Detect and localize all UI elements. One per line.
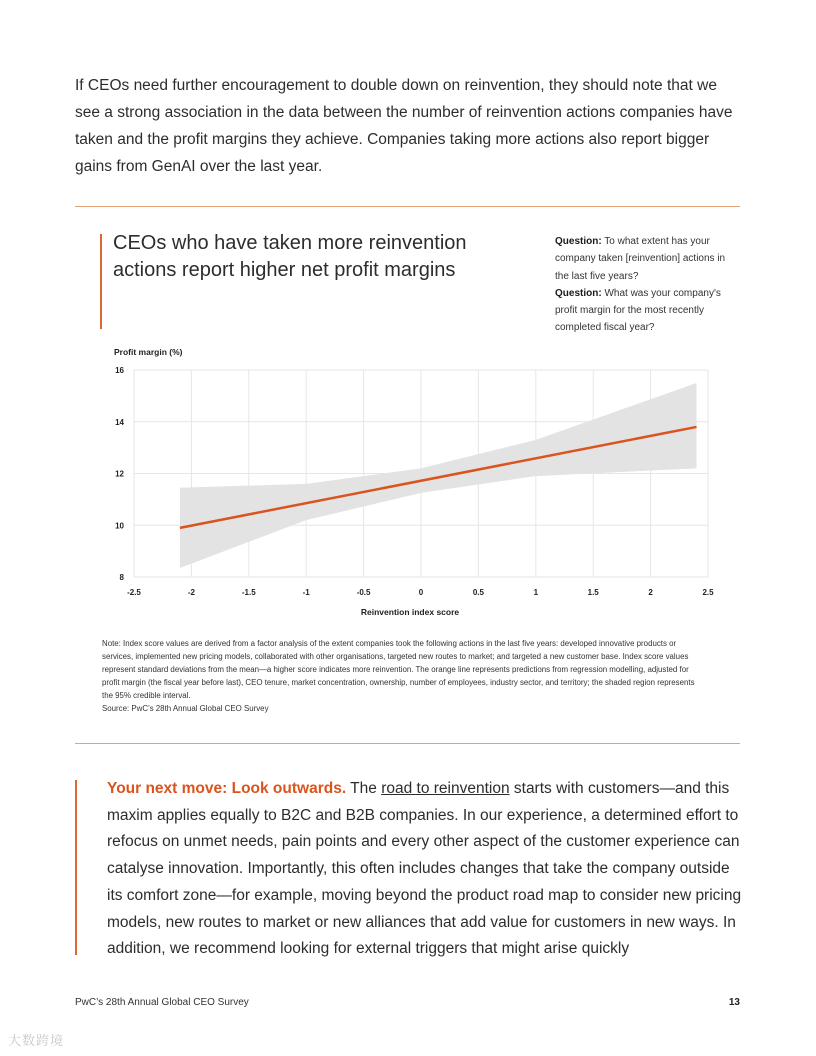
- y-tick-label: 8: [119, 573, 124, 582]
- x-tick-label: 1: [533, 588, 539, 597]
- intro-paragraph: If CEOs need further encouragement to double down on reinvention, they should note that we see a strong association in the data between the number of reinvention actions companies have taken and the profit margins they achieve. Companies taking more actions also report bigger gains from GenAI over the last year.: [75, 77, 733, 175]
- y-tick-label: 14: [115, 417, 124, 427]
- watermark: 大数跨境: [8, 1033, 65, 1048]
- callout-pre: The: [346, 780, 382, 797]
- regression-line: [180, 427, 697, 528]
- profit-margin-chart: [105, 360, 725, 605]
- survey-questions: [555, 233, 740, 337]
- y-tick-label: 12: [115, 469, 124, 479]
- x-tick-label: -2: [187, 588, 195, 597]
- bottom-divider: [75, 743, 740, 744]
- note-source: Source: PwC’s 28th Annual Global CEO Survey: [102, 704, 269, 714]
- callout-body: starts with customers—and this maxim applies equally to B2C and B2B companies. In our experience, a determined effort to refocus on unmet needs, pain points and every other aspect of the customer experience can catalyse innovation. Importantly, this often includes changes that take the company outside its comfort zone—for example, moving beyond the product road map to consider new pricing models, new routes to market or new alliances that add value for customers in new ways. In addition, we recommend looking for external triggers that might arise quickly: [107, 780, 742, 958]
- chart-note: [102, 637, 702, 716]
- line-layer: [180, 427, 697, 528]
- x-tick-label: -0.5: [356, 588, 371, 597]
- x-axis-label: Reinvention index score: [360, 607, 460, 617]
- credible-interval-band: [180, 383, 697, 568]
- x-tick-label: 2.5: [702, 588, 714, 597]
- chart-title: CEOs who have taken more reinvention actions report higher net profit margins: [113, 232, 467, 281]
- question-2: [555, 285, 740, 337]
- footer-source: PwC’s 28th Annual Global CEO Survey: [75, 997, 249, 1008]
- y-tick-label: 16: [115, 366, 124, 375]
- page-number: 13: [728, 997, 740, 1008]
- x-tick-label: -1: [302, 588, 310, 597]
- x-tick-label: -1.5: [241, 588, 256, 597]
- question-2-text: What was your company's profit margin for the most recently completed fiscal year?: [555, 287, 721, 334]
- top-divider: [75, 206, 740, 207]
- x-tick-label: -2.5: [127, 588, 141, 597]
- question-1-label: Question:: [555, 236, 602, 247]
- next-move-callout: [107, 776, 742, 963]
- note-text: Note: Index score values are derived from a factor analysis of the extent companies took the following actions in the last five years: developed innovative products or services, implemented new pricing models, collaborated with other organisations, targeted new routes to market; and targeted a new customer base. Index score values represent standard deviations from the mean—a higher score indicates more reinvention. The orange line represents predictions from regression modelling, adjusted for profit margin (the fiscal year before last), CEO tenure, market concentration, ownership, number of employees, industry sector, and territory; the shaded region represents the 95% credible interval.: [102, 639, 695, 701]
- callout-lead: Your next move: Look outwards.: [107, 780, 347, 797]
- chart-accent-bar: [100, 234, 102, 329]
- question-2-label: Question:: [555, 287, 602, 299]
- road-to-reinvention-link[interactable]: road to reinvention: [381, 780, 510, 797]
- interval-layer: [180, 383, 697, 568]
- callout-accent-bar: [75, 780, 77, 955]
- x-tick-label: 1.5: [587, 588, 599, 597]
- y-tick-label: 10: [115, 521, 124, 531]
- x-tick-label: 0: [418, 588, 424, 597]
- x-tick-label: 2: [648, 588, 653, 597]
- y-axis-label: Profit margin (%): [114, 347, 183, 357]
- question-1-text: To what extent has your company taken [reinvention] actions in the last five years?: [555, 236, 726, 282]
- x-tick-label: 0.5: [472, 588, 484, 597]
- question-1: [555, 233, 740, 285]
